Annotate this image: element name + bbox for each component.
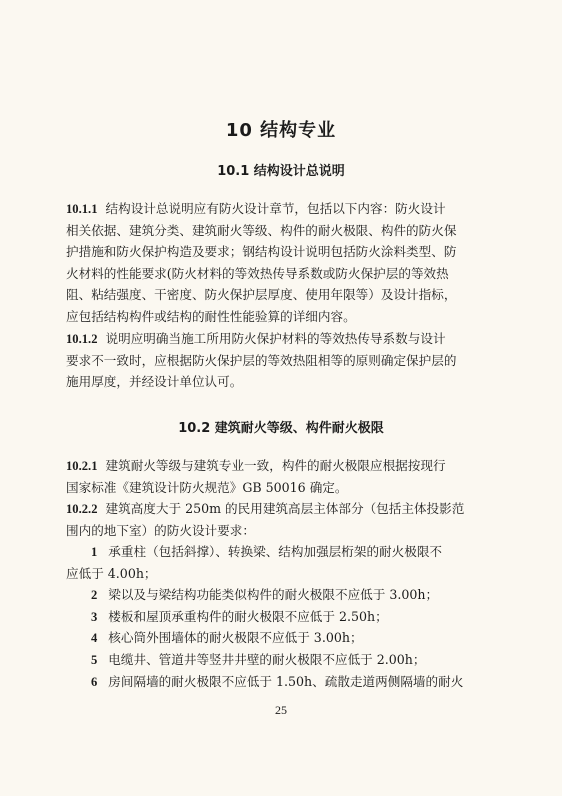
clause-10-2-1: [66, 455, 496, 498]
clause-text-line: 建筑耐火等级与建筑专业一致，构件的耐火极限应根据按现行: [105, 458, 446, 473]
clause-10-2-2: [66, 498, 496, 541]
item-text: 承重柱（包括斜撑）、转换梁、结构加强层桁架的耐火极限不: [108, 544, 443, 559]
list-item: [66, 649, 496, 671]
list-item: [66, 541, 496, 563]
clause-number: 10.2.1: [66, 459, 98, 473]
clause-text-line: 国家标准《建筑设计防火规范》GB 50016 确定。: [66, 479, 348, 495]
clause-text-line: 应包括结构构件或结构的耐性性能验算的详细内容。: [66, 308, 356, 324]
clause-text-line: 说明应明确当施工所用防火保护材料的等效热传导系数与设计: [105, 331, 446, 346]
clause-number: 10.2.2: [66, 502, 98, 516]
clause-text-line: 火材料的性能要求(防火材料的等效热传导系数或防火保护层的等效热: [66, 265, 449, 281]
item-number: 1: [91, 545, 98, 559]
list-item: [66, 671, 496, 693]
clause-text-line: 护措施和防火保护构造及要求；钢结构设计说明包括防火涂料类型、防: [66, 244, 457, 260]
clause-text-line: 相关依据、建筑分类、建筑耐火等级、构件的耐火极限、构件的防火保: [66, 222, 457, 238]
item-text: 房间隔墙的耐火极限不应低于 1.50h、疏散走道两侧隔墙的耐火: [108, 673, 464, 689]
item-text-continued: 应低于 4.00h；: [66, 565, 157, 581]
page-number: 25: [275, 703, 287, 717]
section-title-10-1: 10.1 结构设计总说明: [217, 164, 345, 179]
clause-text-line: 阻、粘结强度、干密度、防火保护层厚度、使用年限等）及设计指标，: [66, 287, 457, 303]
clause-10-1-2: [66, 328, 496, 393]
item-text: 楼板和屋顶承重构件的耐火极限不应低于 2.50h；: [108, 608, 388, 624]
item-number: 2: [91, 588, 98, 603]
item-text: 核心筒外围墙体的耐火极限不应低于 3.00h；: [108, 630, 363, 646]
clause-text-line: 围内的地下室）的防火设计要求：: [66, 522, 255, 538]
item-text: 电缆井、管道井等竖井井壁的耐火极限不应低于 2.00h；: [108, 651, 426, 667]
chapter-title: 10 结构专业: [225, 120, 337, 141]
item-number: 3: [91, 609, 98, 624]
clause-number: 10.1.1: [66, 202, 98, 216]
item-number: 4: [91, 631, 98, 646]
clause-text-line: 要求不一致时，应根据防火保护层的等效热阻相等的原则确定保护层的: [66, 352, 457, 368]
item-number: 6: [91, 674, 98, 689]
item-text: 梁以及与梁结构功能类似构件的耐火极限不应低于 3.00h；: [108, 587, 439, 603]
section-title-10-2: 10.2 建筑耐火等级、构件耐火极限: [178, 421, 384, 436]
list-item: [66, 584, 496, 606]
list-item: [66, 606, 496, 628]
clause-number: 10.1.2: [66, 332, 98, 346]
list-item: [66, 627, 496, 649]
item-number: 5: [91, 652, 98, 667]
clause-10-1-1: [66, 198, 496, 328]
clause-text-line: 施用厚度，并经设计单位认可。: [66, 374, 243, 390]
item-list: [66, 541, 496, 692]
clause-text-line: 结构设计总说明应有防火设计章节，包括以下内容：防火设计: [105, 201, 446, 216]
clause-text-line: 建筑高度大于 250m 的民用建筑高层主体部分（包括主体投影范: [105, 501, 465, 516]
